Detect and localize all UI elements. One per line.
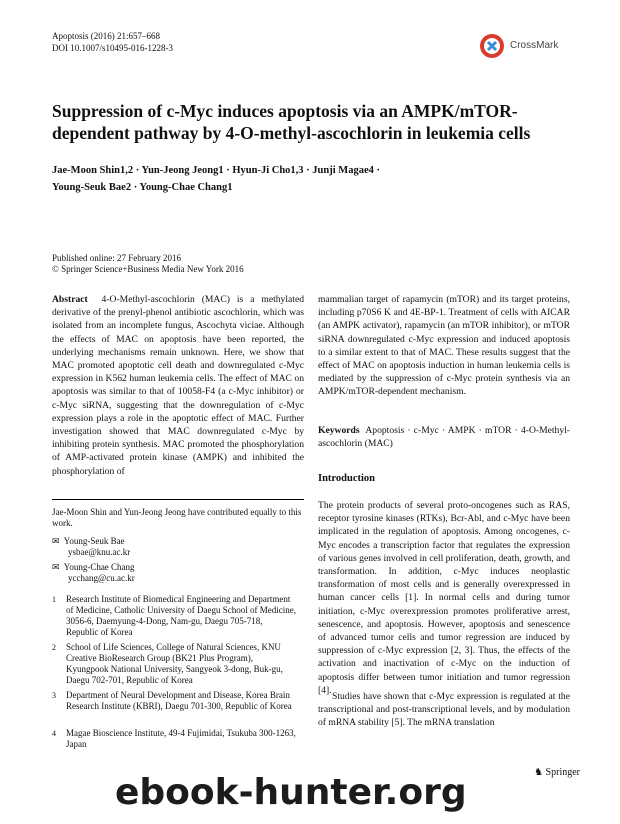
keywords	[318, 424, 570, 450]
journal-citation: Apoptosis (2016) 21:657–668	[52, 31, 160, 41]
crossmark-badge[interactable]	[478, 32, 588, 60]
crossmark-icon	[478, 32, 506, 60]
authors-line-1: Jae-Moon Shin1,2 · Yun-Jeong Jeong1 · Hyun-Ji Cho1,3 · Junji Magae4 ·	[52, 165, 380, 176]
affiliation-text: School of Life Sciences, College of Natural Sciences, KNU Creative BioResearch Group (BK21 Plus Program), Kyungpook National University, Sangyeok 3-dong, Buk-gu, Daegu 702-701, Republic of Korea	[66, 642, 283, 685]
corresponding-author-2	[52, 562, 304, 584]
doi[interactable]: DOI 10.1007/s10495-016-1228-3	[52, 43, 173, 53]
affiliation-2	[52, 642, 304, 686]
affiliation-number: 4	[52, 729, 56, 738]
corr2-email[interactable]: ycchang@cu.ac.kr	[68, 573, 135, 583]
affiliation-4	[52, 728, 304, 750]
equal-contribution-note: Jae-Moon Shin and Yun-Jeong Jeong have contributed equally to this work.	[52, 507, 302, 528]
envelope-icon: ✉	[52, 536, 60, 546]
affiliation-3	[52, 690, 304, 712]
keywords-text: Apoptosis · c-Myc · AMPK · mTOR · 4-O-Methyl-ascochlorin (MAC)	[318, 425, 570, 450]
authors-line-2: Young-Seuk Bae2 · Young-Chae Chang1	[52, 182, 233, 193]
keywords-label: Keywords	[318, 425, 360, 436]
article-title: Suppression of c-Myc induces apoptosis via an AMPK/mTOR-dependent pathway by 4-O-methyl-ascochlorin in leukemia cells	[52, 101, 531, 143]
affiliation-text: Department of Neural Development and Disease, Korea Brain Research Institute (KBRI), Daegu 701-300, Republic of Korea	[66, 690, 292, 711]
author-list	[52, 162, 572, 196]
affiliation-1	[52, 594, 304, 638]
copyright: © Springer Science+Business Media New York 2016	[52, 264, 244, 274]
corr1-name: Young-Seuk Bae	[63, 536, 125, 546]
springer-horse-icon: ♞	[534, 767, 544, 778]
abstract-label: Abstract	[52, 294, 88, 305]
affiliation-text: Research Institute of Biomedical Engineering and Department of Medicine, Catholic University of Daegu School of Medicine, 3056-6, Daemyung-4-Dong, Nam-gu, Daegu 705-718, Republic of Korea	[66, 594, 296, 637]
abstract-right: mammalian target of rapamycin (mTOR) and its target proteins, including p70S6 K and 4E-BP-1. Treatment of cells with AICAR (an AMPK activator), rapamycin (an mTOR inhibitor), or mTOR siRNA downregulated c-Myc expression and induced apoptosis to a similar extent to that of MAC. These results suggest that the effect of MAC on apoptosis induction in human leukemia cells is mediated by the suppression of c-Myc protein synthesis via an AMPK/mTOR-dependent mechanism.	[318, 294, 570, 398]
abstract-text: 4-O-Methyl-ascochlorin (MAC) is a methylated derivative of the prenyl-phenol antibiotic ascochlorin, which was isolated from an incomplete fungus, Ascochyta viciae. Although the effects of MAC on apoptosis have been reported, the underlying mechanisms remain unknown. Here, we show that MAC promoted apoptotic cell death and downregulated c-Myc expression in K562 human leukemia cells. The effect of MAC on apoptosis was similar to that of 10058-F4 (a c-Myc inhibitor) or c-Myc siRNA, suggesting that the downregulation of c-Myc expression plays a role in the apoptotic effect of MAC. Further investigation showed that MAC downregulated c-Myc by inhibiting protein synthesis. MAC promoted the phosphorylation of AMP-activated protein kinase (AMPK) and inhibited the phosphorylation of	[52, 294, 304, 477]
affiliation-number: 3	[52, 691, 56, 700]
affiliation-number: 1	[52, 595, 56, 604]
crossmark-label: CrossMark	[510, 40, 559, 51]
published-online: Published online: 27 February 2016	[52, 253, 181, 263]
springer-label: Springer	[545, 767, 580, 778]
introduction-paragraph-2: Studies have shown that c-Myc expression is regulated at the transcriptional and post-transcriptional levels, and by modulation of mRNA stability [5]. The mRNA translation	[318, 691, 570, 729]
introduction-heading: Introduction	[318, 473, 375, 484]
corr2-name: Young-Chae Chang	[63, 562, 135, 572]
watermark: ebook-hunter.org	[115, 772, 467, 813]
introduction-paragraph-1: The protein products of several proto-oncogenes such as RAS, receptor tyrosine kinases (RTKs), Bcr-Abl, and c-Myc have been implicated in the regulation of apoptosis. Among oncogenes, c-Myc encodes a transcription factor that regulates the expression of various genes involved in cell proliferation, death, growth, and transformation. In addition, c-Myc induces neoplastic transformation of most cells and is generally overexpressed in human cancer cells [1]. In normal cells and during tumor initiation, c-Myc overexpression promotes proliferative arrest, senescence, and apoptosis. However, apoptosis and senescence of advanced tumor cells and tumor regression are induced by suppression of c-Myc expression [2, 3]. Thus, the effects of the activation and inactivation of c-Myc on the induction of apoptosis differ between tumor initiation and tumor regression [4].	[318, 500, 570, 696]
footnote-rule	[52, 499, 304, 500]
abstract-left	[52, 293, 304, 483]
corr1-email[interactable]: ysbae@knu.ac.kr	[68, 547, 131, 557]
envelope-icon: ✉	[52, 562, 60, 572]
affiliation-text: Magae Bioscience Institute, 49-4 Fujimidai, Tsukuba 300-1263, Japan	[66, 728, 296, 749]
affiliation-number: 2	[52, 643, 56, 652]
corresponding-author-1	[52, 536, 304, 558]
